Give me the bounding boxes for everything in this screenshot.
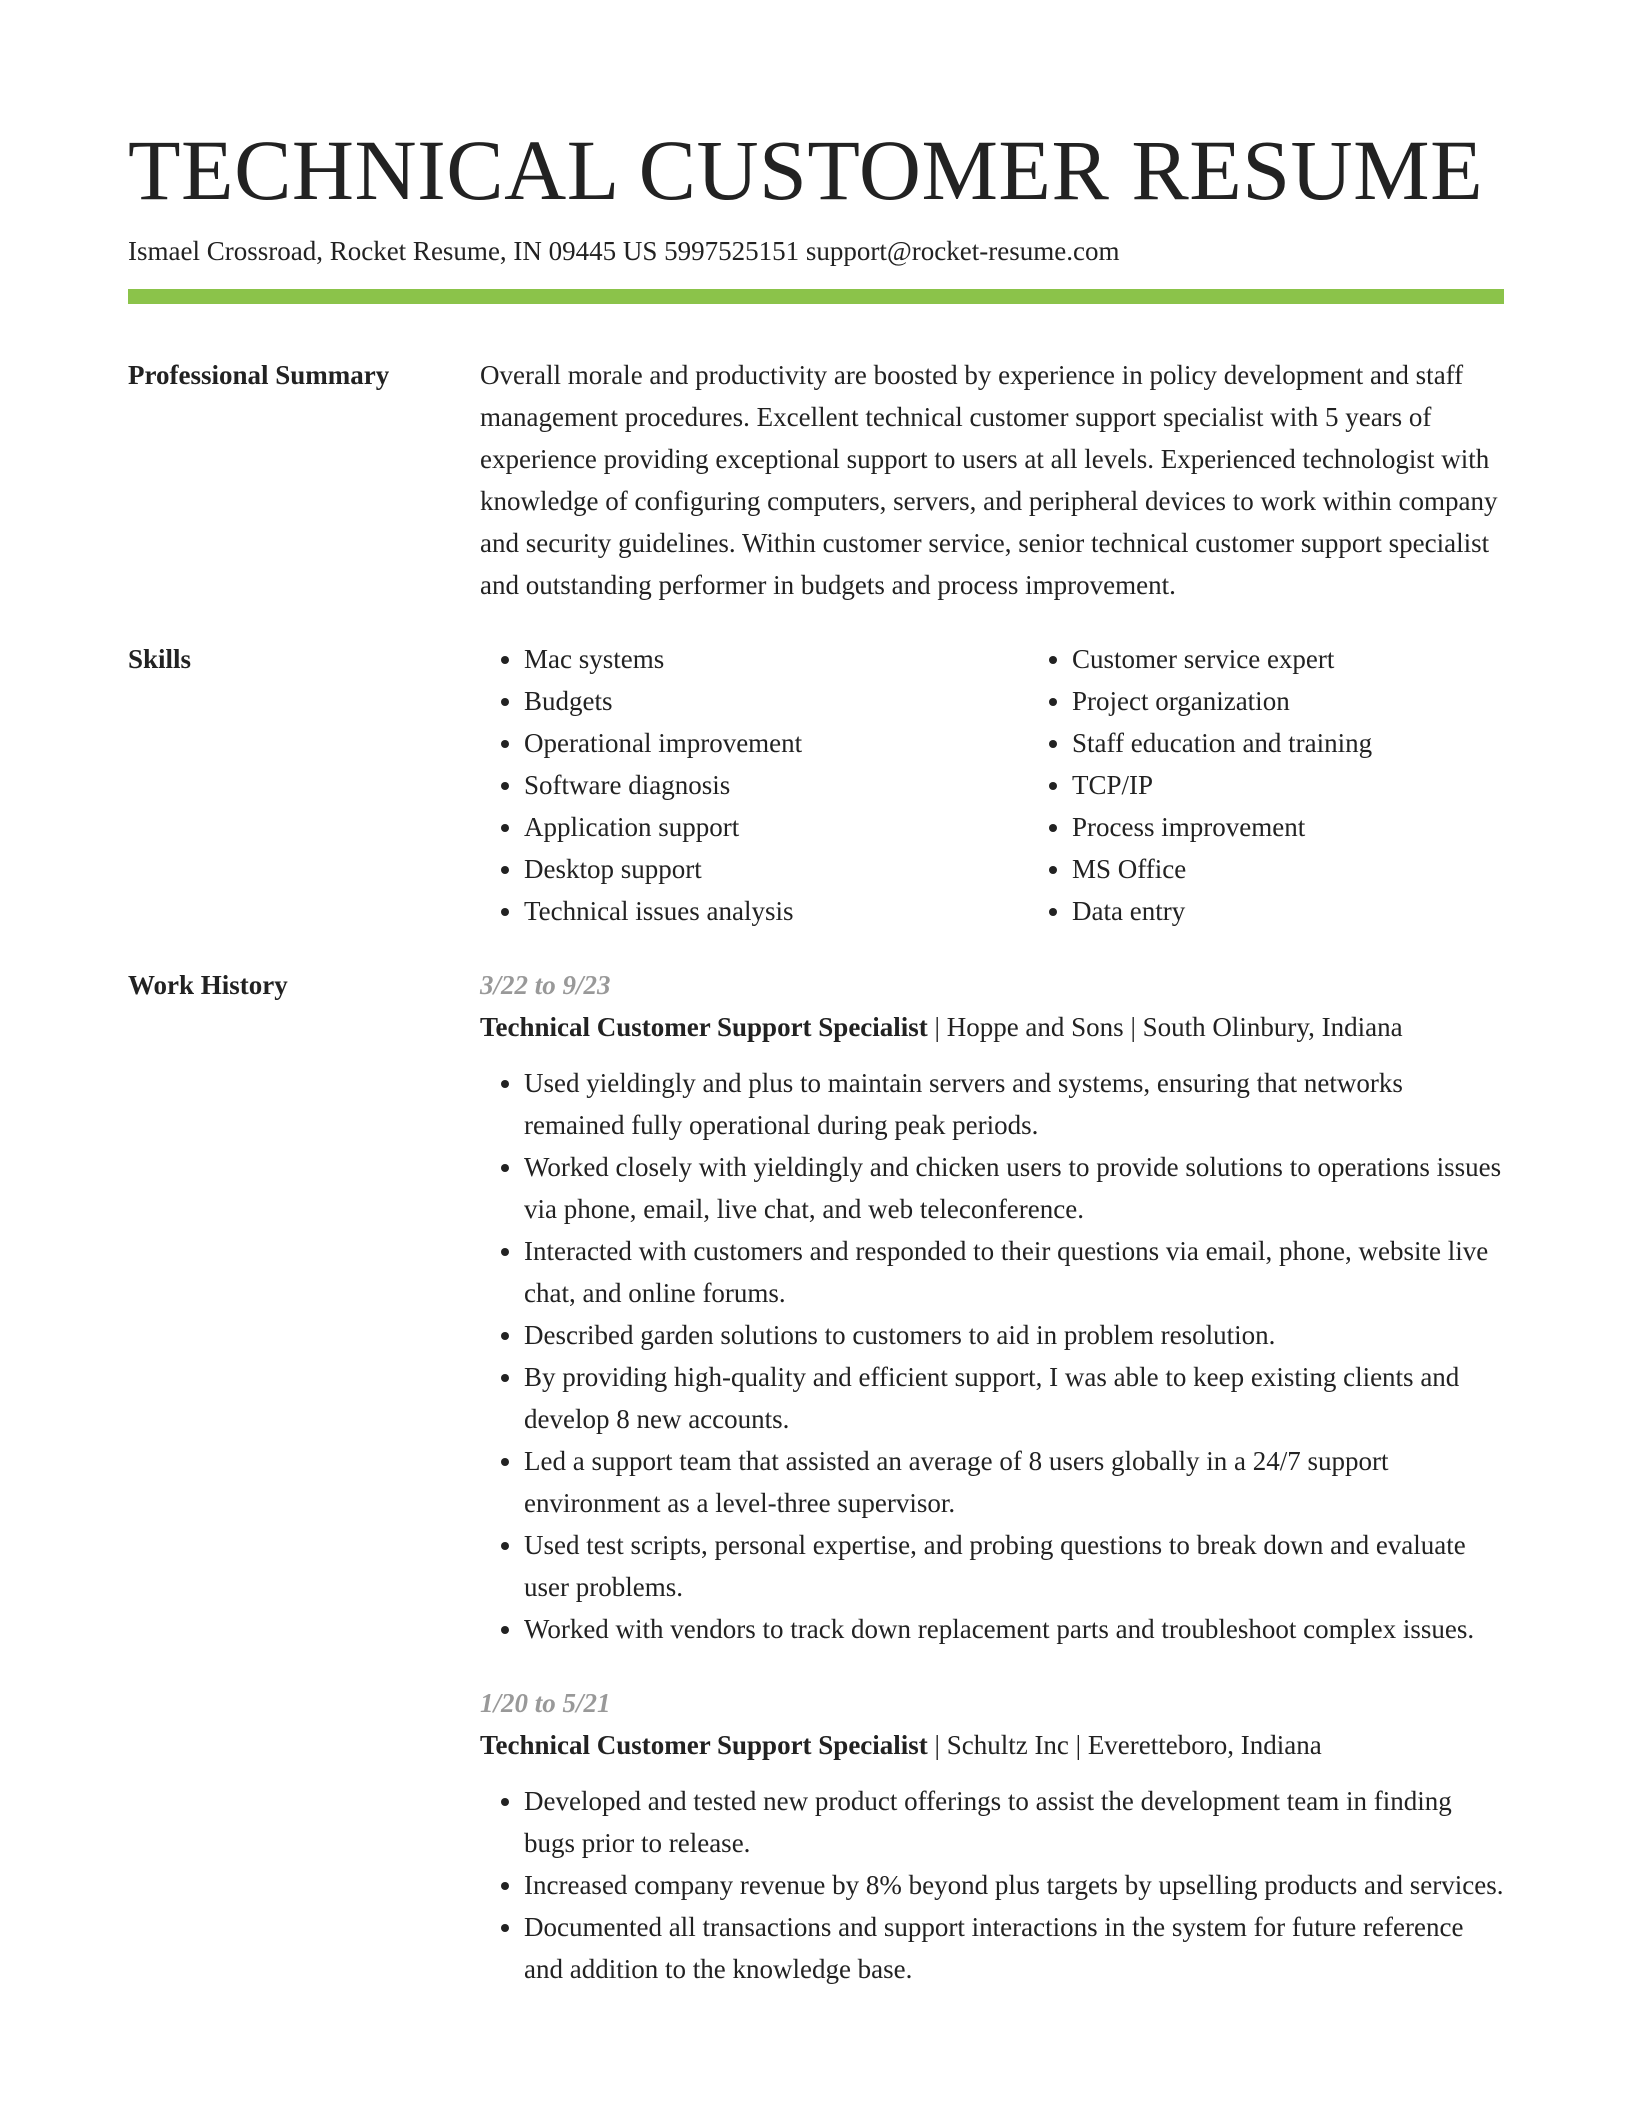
skill-item: • Desktop support: [524, 848, 1028, 890]
job-details: | Schultz Inc | Everetteboro, Indiana: [927, 1730, 1322, 1760]
resume-page: [128, 118, 1504, 1990]
skill-item: • Application support: [524, 806, 1028, 848]
job-bullet: • Developed and tested new product offerings to assist the development team in finding bugs prior to release.: [524, 1780, 1504, 1864]
job-bullet: • Used yieldingly and plus to maintain servers and systems, ensuring that networks remained fully operational during peak periods.: [524, 1062, 1504, 1146]
section-label-work-history: Work History: [128, 970, 288, 1000]
contact-info: Ismael Crossroad, Rocket Resume, IN 09445 US 5997525151 support@rocket-resume.com: [128, 236, 1120, 266]
job-dates: 3/22 to 9/23: [480, 970, 611, 1000]
skill-item: • Technical issues analysis: [524, 890, 1028, 932]
job-bullet: • Described garden solutions to customers to aid in problem resolution.: [524, 1314, 1504, 1356]
job-entry: [480, 1682, 1504, 1990]
job-bullet: • Interacted with customers and responded to their questions via email, phone, website live chat, and online forums.: [524, 1230, 1504, 1314]
summary-text: Overall morale and productivity are boosted by experience in policy development and staff management procedures. Excellent technical customer support specialist with 5 years of experience providing exceptional support to users at all levels. Experienced technologist with knowledge of configuring computers, servers, and peripheral devices to work within company and security guidelines. Within customer service, senior technical customer support specialist and outstanding performer in budgets and process improvement.: [480, 360, 1498, 600]
skill-item: • Process improvement: [1072, 806, 1576, 848]
skills-list-left: [480, 638, 1028, 932]
job-header: [480, 1724, 1504, 1766]
job-bullet: • Led a support team that assisted an average of 8 users globally in a 24/7 support environment as a level-three supervisor.: [524, 1440, 1504, 1524]
job-bullet: • Worked with vendors to track down replacement parts and troubleshoot complex issues.: [524, 1608, 1504, 1650]
job-bullet: • Worked closely with yieldingly and chicken users to provide solutions to operations issues via phone, email, live chat, and web teleconference.: [524, 1146, 1504, 1230]
professional-summary-section: [128, 354, 1504, 606]
skill-item: • Project organization: [1072, 680, 1576, 722]
skill-item: • Mac systems: [524, 638, 1028, 680]
accent-divider: [128, 289, 1504, 304]
skill-item: • Customer service expert: [1072, 638, 1576, 680]
section-label-summary: Professional Summary: [128, 360, 390, 390]
skills-section: [128, 638, 1504, 932]
job-bullets: [480, 1780, 1504, 1990]
work-history-section: [128, 964, 1504, 1990]
section-label-skills: Skills: [128, 644, 192, 674]
job-header: [480, 1006, 1504, 1048]
job-entry: [480, 964, 1504, 1650]
job-bullet: • By providing high-quality and efficient support, I was able to keep existing clients and develop 8 new accounts.: [524, 1356, 1504, 1440]
skill-item: • Staff education and training: [1072, 722, 1576, 764]
skill-item: • Software diagnosis: [524, 764, 1028, 806]
job-details: | Hoppe and Sons | South Olinbury, Indiana: [927, 1012, 1403, 1042]
skill-item: • MS Office: [1072, 848, 1576, 890]
skill-item: • Budgets: [524, 680, 1028, 722]
skills-list-right: [1028, 638, 1576, 932]
skill-item: • Data entry: [1072, 890, 1576, 932]
job-title: Technical Customer Support Specialist: [480, 1730, 928, 1760]
job-dates: 1/20 to 5/21: [480, 1688, 611, 1718]
resume-title: TECHNICAL CUSTOMER RESUME: [128, 122, 1484, 218]
skill-item: • Operational improvement: [524, 722, 1028, 764]
job-title: Technical Customer Support Specialist: [480, 1012, 928, 1042]
job-bullet: • Used test scripts, personal expertise, and probing questions to break down and evaluate user problems.: [524, 1524, 1504, 1608]
job-bullets: [480, 1062, 1504, 1650]
job-bullet: • Increased company revenue by 8% beyond plus targets by upselling products and services.: [524, 1864, 1504, 1906]
job-bullet: • Documented all transactions and support interactions in the system for future reference and addition to the knowledge base.: [524, 1906, 1504, 1990]
skill-item: • TCP/IP: [1072, 764, 1576, 806]
